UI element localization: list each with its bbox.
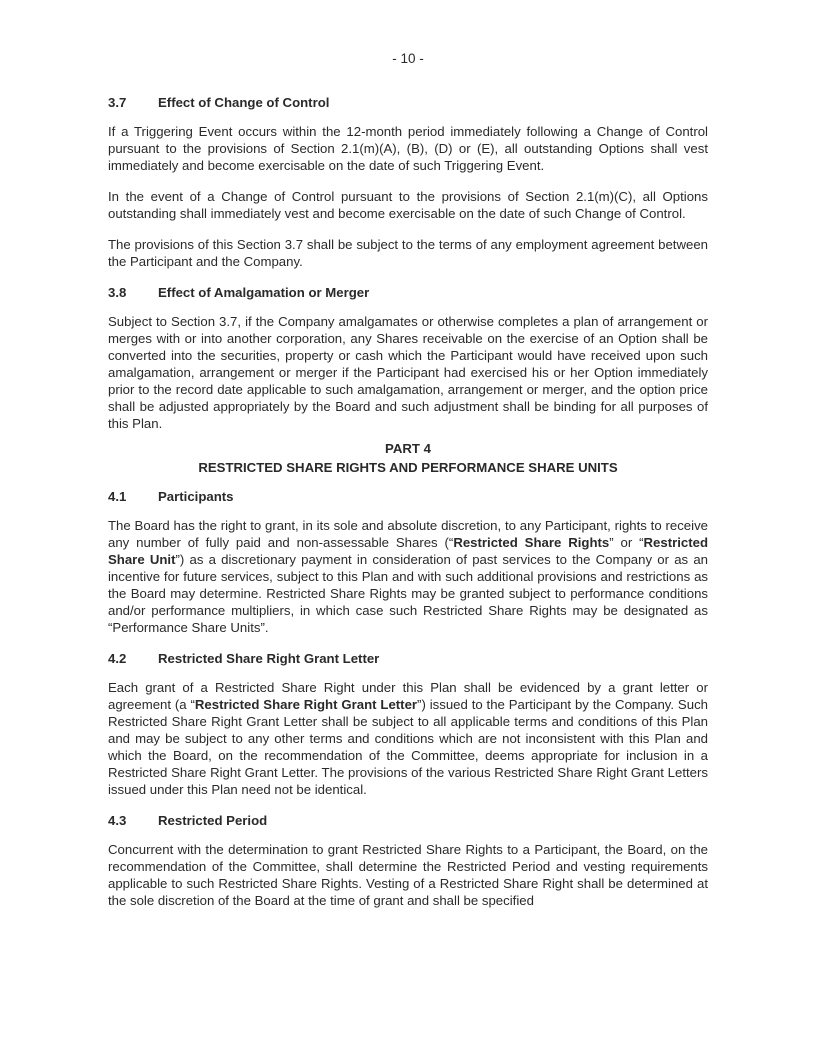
section-number: 3.7: [108, 95, 127, 110]
section-heading-4-3: [108, 812, 708, 829]
section-heading-4-2: [108, 650, 708, 667]
part-label: PART 4: [385, 441, 431, 456]
section-number: 4.1: [108, 489, 127, 504]
document-page: [108, 50, 708, 923]
text-run: ” or “: [609, 535, 644, 550]
text-run: ”) issued to the Participant by the Company. Such Restricted Share Right Grant Letter shall be subject to all applicable terms and conditions of this Plan and may be subject to any other terms and conditions which are not inconsistent with this Plan and which the Board, on the recommendation of the Committee, deems appropriate for inclusion in a Restricted Share Right Grant Letter. The provisions of the various Restricted Share Right Grant Letters issued under this Plan need not be identical.: [108, 697, 708, 797]
section-title: Restricted Share Right Grant Letter: [158, 651, 380, 666]
section-title: Effect of Amalgamation or Merger: [158, 285, 370, 300]
paragraph: In the event of a Change of Control pursuant to the provisions of Section 2.1(m)(C), all Options outstanding shall immediately vest and become exercisable on the date of such Change of Control.: [108, 189, 708, 221]
paragraph: Subject to Section 3.7, if the Company amalgamates or otherwise completes a plan of arrangement or merges with or into another corporation, any Shares receivable on the exercise of an Option shall be converted into the securities, property or cash which the Participant would have received upon such amalgamation, arrangement or merger if the Participant had exercised his or her Option immediately prior to the record date applicable to such amalgamation, arrangement or merger, and the option price shall be adjusted appropriately by the Board and such adjustment shall be binding for all purposes of this Plan.: [108, 314, 708, 431]
paragraph: [108, 517, 708, 636]
paragraph: [108, 679, 708, 798]
text-run: The Board has the right to grant, in its sole and absolute discretion, to any Participant, rights to receive any number of fully paid and non-assessable Shares (“: [108, 518, 708, 550]
section-number: 4.2: [108, 651, 127, 666]
paragraph: If a Triggering Event occurs within the 12-month period immediately following a Change of Control pursuant to the provisions of Section 2.1(m)(A), (B), (D) or (E), all outstanding Options shall vest immediately and become exercisable on the date of such Triggering Event.: [108, 124, 708, 173]
section-title: Restricted Period: [158, 813, 268, 828]
section-number: 4.3: [108, 813, 127, 828]
text-run: ”) as a discretionary payment in consideration of past services to the Company or as an incentive for future services, subject to this Plan and with such additional provisions and restrictions as the Board may determine. Restricted Share Rights may be granted subject to performance conditions and/or performance multipliers, in which case such Restricted Share Rights may be designated as “Performance Share Units”.: [108, 552, 709, 635]
part-title: RESTRICTED SHARE RIGHTS AND PERFORMANCE SHARE UNITS: [198, 460, 618, 475]
paragraph: Concurrent with the determination to grant Restricted Share Rights to a Participant, the Board, on the recommendation of the Committee, shall determine the Restricted Period and vesting requirements applicable to such Restricted Share Rights. Vesting of a Restricted Share Right shall be determined at the sole discretion of the Board at the time of grant and shall be specified: [108, 842, 708, 908]
paragraph: The provisions of this Section 3.7 shall be subject to the terms of any employment agreement between the Participant and the Company.: [108, 237, 708, 269]
section-heading-3-8: [108, 284, 708, 301]
section-heading-3-7: [108, 94, 708, 111]
defined-term: Restricted Share Unit: [108, 535, 708, 567]
defined-term: Restricted Share Rights: [453, 535, 610, 550]
section-number: 3.8: [108, 285, 127, 300]
section-heading-4-1: [108, 488, 708, 505]
section-title: Participants: [158, 489, 234, 504]
text-run: Each grant of a Restricted Share Right under this Plan shall be evidenced by a grant letter or agreement (a “: [108, 680, 708, 712]
section-title: Effect of Change of Control: [158, 95, 330, 110]
defined-term: Restricted Share Right Grant Letter: [194, 697, 418, 712]
page-number: - 10 -: [392, 51, 424, 66]
